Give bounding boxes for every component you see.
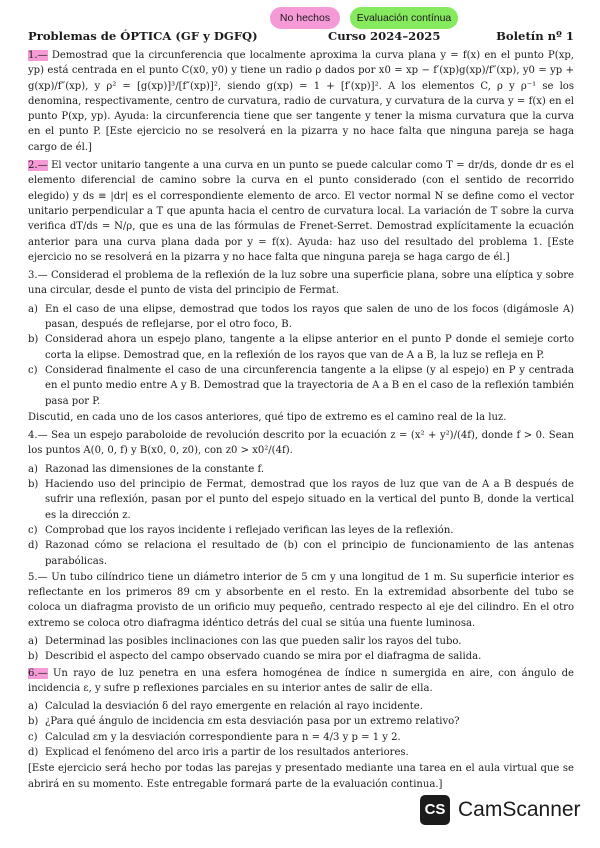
subquestion-item xyxy=(28,363,574,409)
problem-2 xyxy=(28,158,574,265)
problem-4 xyxy=(28,428,574,459)
problem-list xyxy=(28,48,574,795)
problem-1 xyxy=(28,48,574,155)
subquestion-text: En el caso de una elipse, demostrad que todos los rayos que salen de uno de los focos (digámosle A) pasan, después de reflejarse, por el otro foco, B. xyxy=(45,303,574,331)
problem-number: 2.— xyxy=(28,160,48,172)
bulletin-label: Boletín nº 1 xyxy=(496,29,574,43)
subquestion-item xyxy=(28,730,574,745)
problem-number: 3.— xyxy=(28,270,48,282)
problem-5 xyxy=(28,570,574,631)
problem-statement: Demostrad que la circunferencia que localmente aproxima la curva plana y = f(x) en el punto P(xp, yp) está centrada en el punto C(x0, y0) y tiene un radio ρ dados por x0 = xp − f′(xp)g(xp)/f″(xp), y0 = yp + g(xp)/f″(xp), y ρ² = [g(xp)]³/[f″(xp)]², siendo g(xp) = 1 + [f′(xp)]². A los elementos C, ρ y ρ⁻¹ se los denomina, respectivamente, centro de curvatura, radio de curvatura, y curvatura de la curva y = f(x) en el punto P(xp, yp). Ayuda: la circunferencia tiene que ser tangente y tener la misma curvatura que la curva en el punto P. [Este ejercicio no se resolverá en la pizarra y no hace falta que ninguna pareja se haga cargo de él.] xyxy=(28,50,574,153)
problem-number: 6.— xyxy=(28,667,48,679)
subquestion-text: Razonad las dimensiones de la constante f. xyxy=(45,463,265,475)
subquestion-item xyxy=(28,538,574,569)
subquestion-text: ¿Para qué ángulo de incidencia εm esta desviación pasa por un extremo relativo? xyxy=(45,716,460,728)
subquestion-text: Considerad ahora un espejo plano, tangente a la elipse anterior en el punto P donde el semieje corto corta la elipse. Demostrad que, en la reflexión de los rayos que van de A a B, la luz se refleja en P. xyxy=(45,334,574,361)
subquestion-item xyxy=(28,523,574,538)
subquestion-text: Considerad finalmente el caso de una circunferencia tangente a la elipse (y al espejo) en P y centrada en el punto medio entre A y B. Demostrad que la trayectoria de A a B en el caso de la reflexión también pasa por P. xyxy=(45,364,574,407)
problem-number: 4.— xyxy=(28,430,48,442)
problem-closing-note: [Este ejercicio será hecho por todas las parejas y presentado mediante una tarea en el aula virtual que se abrirá en su momento. Este entregable formará parte de la evaluación continua.] xyxy=(28,763,574,790)
problem-statement: Un tubo cilíndrico tiene un diámetro interior de 5 cm y una longitud de 1 m. Su superficie interior es reflectante en los primeros 89 cm y absorbente en el resto. En la extremidad absorbente del tubo se coloca un diafragma provisto de un orificio muy pequeño, centrado respecto al eje del cilindro. En el otro extremo se coloca otro diafragma idéntico detrás del cual se sitúa una fuente luminosa. xyxy=(28,571,574,629)
problem-statement: Considerad el problema de la reflexión de la luz sobre una superficie plana, sobre una elíptica y sobre una circular, desde el punto de vista del principio de Fermat. xyxy=(28,270,574,297)
subquestion-label: b) xyxy=(28,651,39,663)
problem-number: 1.— xyxy=(28,50,48,61)
subquestion-item xyxy=(28,332,574,363)
camscanner-text: CamScanner xyxy=(458,798,581,821)
problem-3 xyxy=(28,268,574,299)
subquestion-text: Calculad εm y la desviación correspondiente para n = 4/3 y p = 1 y 2. xyxy=(45,731,401,743)
subquestion-item xyxy=(28,477,574,523)
subquestion-list xyxy=(28,634,574,665)
subquestion-text: Determinad las posibles inclinaciones con las que pueden salir los rayos del tubo. xyxy=(45,635,462,647)
subquestion-label: a) xyxy=(28,701,38,713)
page-header xyxy=(28,29,574,45)
subquestion-list xyxy=(28,462,574,569)
subquestion-item xyxy=(28,699,574,714)
subquestion-item xyxy=(28,745,574,760)
problem-statement: Un rayo de luz penetra en una esfera homogénea de índice n sumergida en aire, con ángulo de incidencia ε, y sufre p reflexiones parciales en su interior antes de salir de ella. xyxy=(28,667,574,694)
problem-number: 5.— xyxy=(28,571,48,583)
subquestion-text: Explicad el fenómeno del arco iris a partir de los resultados anteriores. xyxy=(45,747,409,759)
subquestion-text: Comprobad que los rayos incidente i reflejado verifican las leyes de la reflexión. xyxy=(45,524,454,536)
subquestion-label: d) xyxy=(28,540,39,552)
problem-6 xyxy=(28,666,574,697)
subquestion-label: a) xyxy=(28,303,38,315)
subquestion-label: c) xyxy=(28,731,38,743)
subquestion-list xyxy=(28,302,574,409)
subquestion-item xyxy=(28,302,574,333)
subquestion-label: d) xyxy=(28,747,39,759)
subquestion-label: b) xyxy=(28,716,39,728)
subquestion-text: Describid el aspecto del campo observado cuando se mira por el diafragma de salida. xyxy=(45,651,482,663)
subquestion-item xyxy=(28,649,574,664)
subquestion-item xyxy=(28,714,574,729)
problem-statement: El vector unitario tangente a una curva en un punto se puede calcular como T = dr/ds, donde dr es el elemento diferencial de camino sobre la curva en el punto considerado (con el sentido de recorrido elegido) y ds ≡ |dr| es el correspondiente elemento de arco. El vector normal N se define como el vector unitario perpendicular a T que apunta hacia el centro de curvatura local. La variación de T sobre la curva verifica dT/ds = N/ρ, que es una de las fórmulas de Frenet-Serret. Demostrad explícitamente la ecuación anterior para una curva plana dada por y = f(x). Ayuda: haz uso del resultado del problema 1. [Este ejercicio no se resolverá en la pizarra y no hace falta que ninguna pareja se haga cargo de él.] xyxy=(28,160,574,263)
problem-closing-note: Discutid, en cada uno de los casos anteriores, qué tipo de extremo es el camino real de la luz. xyxy=(28,411,507,423)
subquestion-label: b) xyxy=(28,334,39,346)
camscanner-logo-icon: CS xyxy=(420,795,450,825)
no-hechos-tag: No hechos xyxy=(270,7,340,29)
page-title: Problemas de ÓPTICA (GF y DGFQ) xyxy=(28,29,258,43)
subquestion-text: Razonad cómo se relaciona el resultado de (b) con el principio de funcionamiento de las antenas parabólicas. xyxy=(45,540,574,567)
subquestion-item xyxy=(28,634,574,649)
course-label: Curso 2024–2025 xyxy=(328,29,441,43)
evaluacion-continua-tag: Evaluación contínua xyxy=(350,7,458,29)
subquestion-label: a) xyxy=(28,635,38,647)
subquestion-item xyxy=(28,462,574,477)
subquestion-label: c) xyxy=(28,364,38,376)
subquestion-text: Calculad la desviación δ del rayo emergente en relación al rayo incidente. xyxy=(45,701,423,713)
subquestion-text: Haciendo uso del principio de Fermat, demostrad que los rayos de luz que van de A a B después de sufrir una reflexión, pasan por el punto del espejo situado en la vertical del punto B, donde la vertical es la dirección z. xyxy=(45,479,574,521)
subquestion-label: b) xyxy=(28,479,39,491)
subquestion-list xyxy=(28,699,574,760)
camscanner-watermark xyxy=(420,795,582,825)
subquestion-label: a) xyxy=(28,463,38,475)
subquestion-label: c) xyxy=(28,524,38,536)
problem-statement: Sea un espejo paraboloide de revolución descrito por la ecuación z = (x² + y²)/(4f), donde f > 0. Sean los puntos A(0, 0, f) y B(x0, 0, z0), con z0 > x0²/(4f). xyxy=(28,430,574,457)
